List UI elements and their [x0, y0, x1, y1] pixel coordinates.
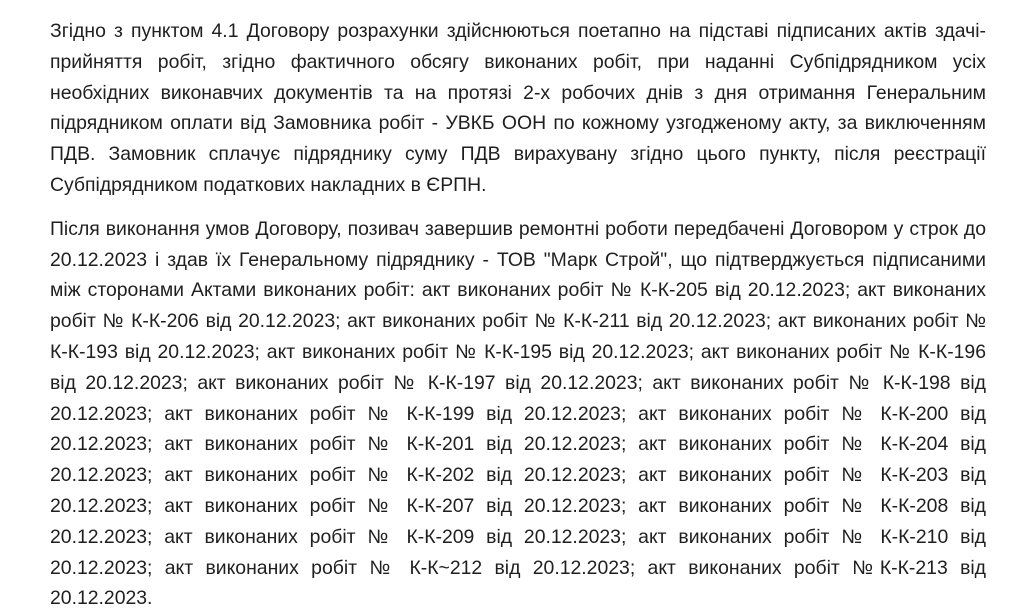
paragraph-payment-terms: Згідно з пунктом 4.1 Договору розрахунки здійснюються поетапно на підставі підписаних актів здачі-прийняття робіт, згідно фактичного обсягу виконаних робіт, при наданні Субпідрядником усіх необхідних виконавчих документів та на протязі 2-х робочих днів з дня отримання Генеральним підрядником оплати від Замовника робіт - УВКБ ООН по кожному узгодженому акту, за виключенням ПДВ. Замовник сплачує підряднику суму ПДВ вирахувану згідно цього пункту, після реєстрації Субпідрядником податкових накладних в ЄРПН. — [50, 20, 986, 196]
paragraph-completed-works: Після виконання умов Договору, позивач завершив ремонтні роботи передбачені Договором у строк до 20.12.2023 і здав їх Генеральному підряднику - ТОВ "Марк Строй", що підтверджується підписаними між сторонами Актами виконаних робіт: акт виконаних робіт № К-К-205 від 20.12.2023; акт виконаних робіт № К-К-206 від 20.12.2023; акт виконаних робіт № К-К-211 від 20.12.2023; акт виконаних робіт № К-К-193 від 20.12.2023; акт виконаних робіт № К-К-195 від 20.12.2023; акт виконаних робіт № К-К-196 від 20.12.2023; акт виконаних робіт № К-К-197 від 20.12.2023; акт виконаних робіт № К-К-198 від 20.12.2023; акт виконаних робіт № К-К-199 від 20.12.2023; акт виконаних робіт № К-К-200 від 20.12.2023; акт виконаних робіт № К-К-201 від 20.12.2023; акт виконаних робіт № К-К-204 від 20.12.2023; акт виконаних робіт № К-К-202 від 20.12.2023; акт виконаних робіт № К-К-203 від 20.12.2023; акт виконаних робіт № К-К-207 від 20.12.2023; акт виконаних робіт № К-К-208 від 20.12.2023; акт виконаних робіт № К-К-209 від 20.12.2023; акт виконаних робіт № К-К-210 від 20.12.2023; акт виконаних робіт № К-К~212 від 20.12.2023; акт виконаних робіт №К-К-213 від 20.12.2023. — [50, 217, 986, 610]
document-body — [50, 16, 986, 614]
